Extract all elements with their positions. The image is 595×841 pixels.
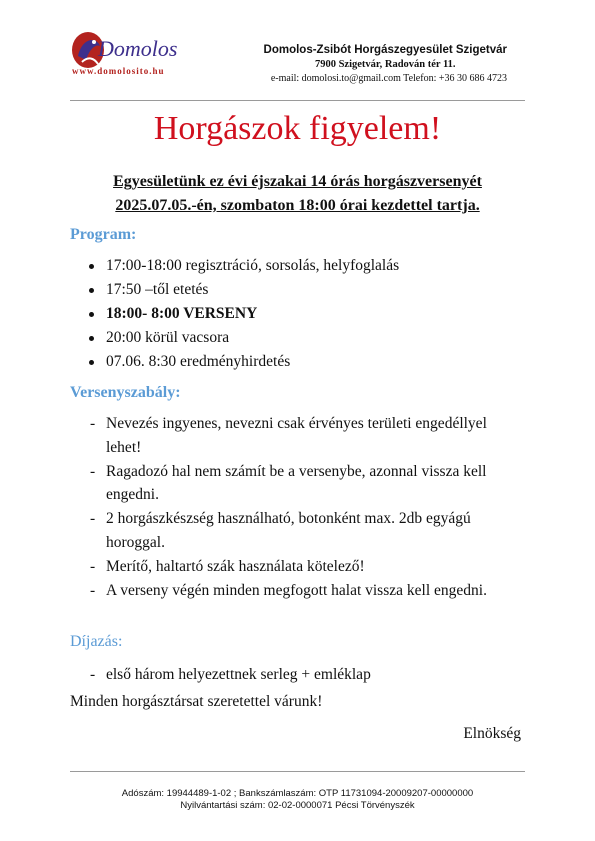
header-divider (70, 100, 525, 101)
rules-list (88, 412, 518, 603)
list-item: - Ragadozó hal nem számít be a versenybe, azonnal vissza kell engedni. (88, 460, 518, 507)
rules-heading: Versenyszabály: (70, 384, 181, 401)
list-item: - első három helyezettnek serleg + emléklap (88, 663, 518, 687)
program-heading: Program: (70, 226, 137, 243)
list-item: 17:50 –től etetés (86, 278, 399, 302)
page-title: Horgászok figyelem! (153, 110, 442, 147)
footer-line: Nyilvántartási szám: 02-02-0000071 Pécsi Törvényszék (180, 800, 415, 811)
intro-line: Egyesületünk ez évi éjszakai 14 órás horgászversenyét (113, 173, 482, 190)
prizes-list (88, 663, 518, 687)
intro-line: 2025.07.05.-én, szombaton 18:00 órai kezdettel tartja. (115, 197, 480, 214)
logo-url: www.domolosito.hu (72, 66, 165, 76)
signature: Elnökség (463, 725, 521, 742)
program-list (86, 254, 399, 374)
list-item: - 2 horgászkészség használható, botonként max. 2db egyágú horoggal. (88, 507, 518, 554)
intro-text (70, 170, 525, 218)
logo-wordmark: Domolos (98, 36, 178, 61)
list-item: - Nevezés ingyenes, nevezni csak érvényes területi engedéllyel lehet! (88, 412, 518, 459)
organization-address: 7900 Szigetvár, Radován tér 11. (314, 59, 456, 70)
list-item: - A verseny végén minden megfogott halat vissza kell engedni. (88, 579, 518, 603)
closing-text: Minden horgásztársat szeretettel várunk! (70, 693, 323, 710)
list-item: 07.06. 8:30 eredményhirdetés (86, 350, 399, 374)
list-item: 17:00-18:00 regisztráció, sorsolás, helyfoglalás (86, 254, 399, 278)
list-item: - Merítő, haltartó szák használata kötelező! (88, 555, 518, 579)
prizes-heading: Díjazás: (70, 633, 123, 650)
footer-line: Adószám: 19944489-1-02 ; Bankszámlaszám: OTP 11731094-20009207-00000000 (121, 788, 474, 799)
list-item: 20:00 körül vacsora (86, 326, 399, 350)
footer (0, 788, 595, 812)
organization-header (264, 44, 507, 84)
footer-divider (70, 771, 525, 772)
organization-contact: e-mail: domolosi.to@gmail.com Telefon: +36 30 686 4723 (270, 73, 507, 84)
list-item: 18:00- 8:00 VERSENY (86, 302, 399, 326)
organization-name: Domolos-Zsibót Horgászegyesület Szigetvár (263, 44, 507, 56)
